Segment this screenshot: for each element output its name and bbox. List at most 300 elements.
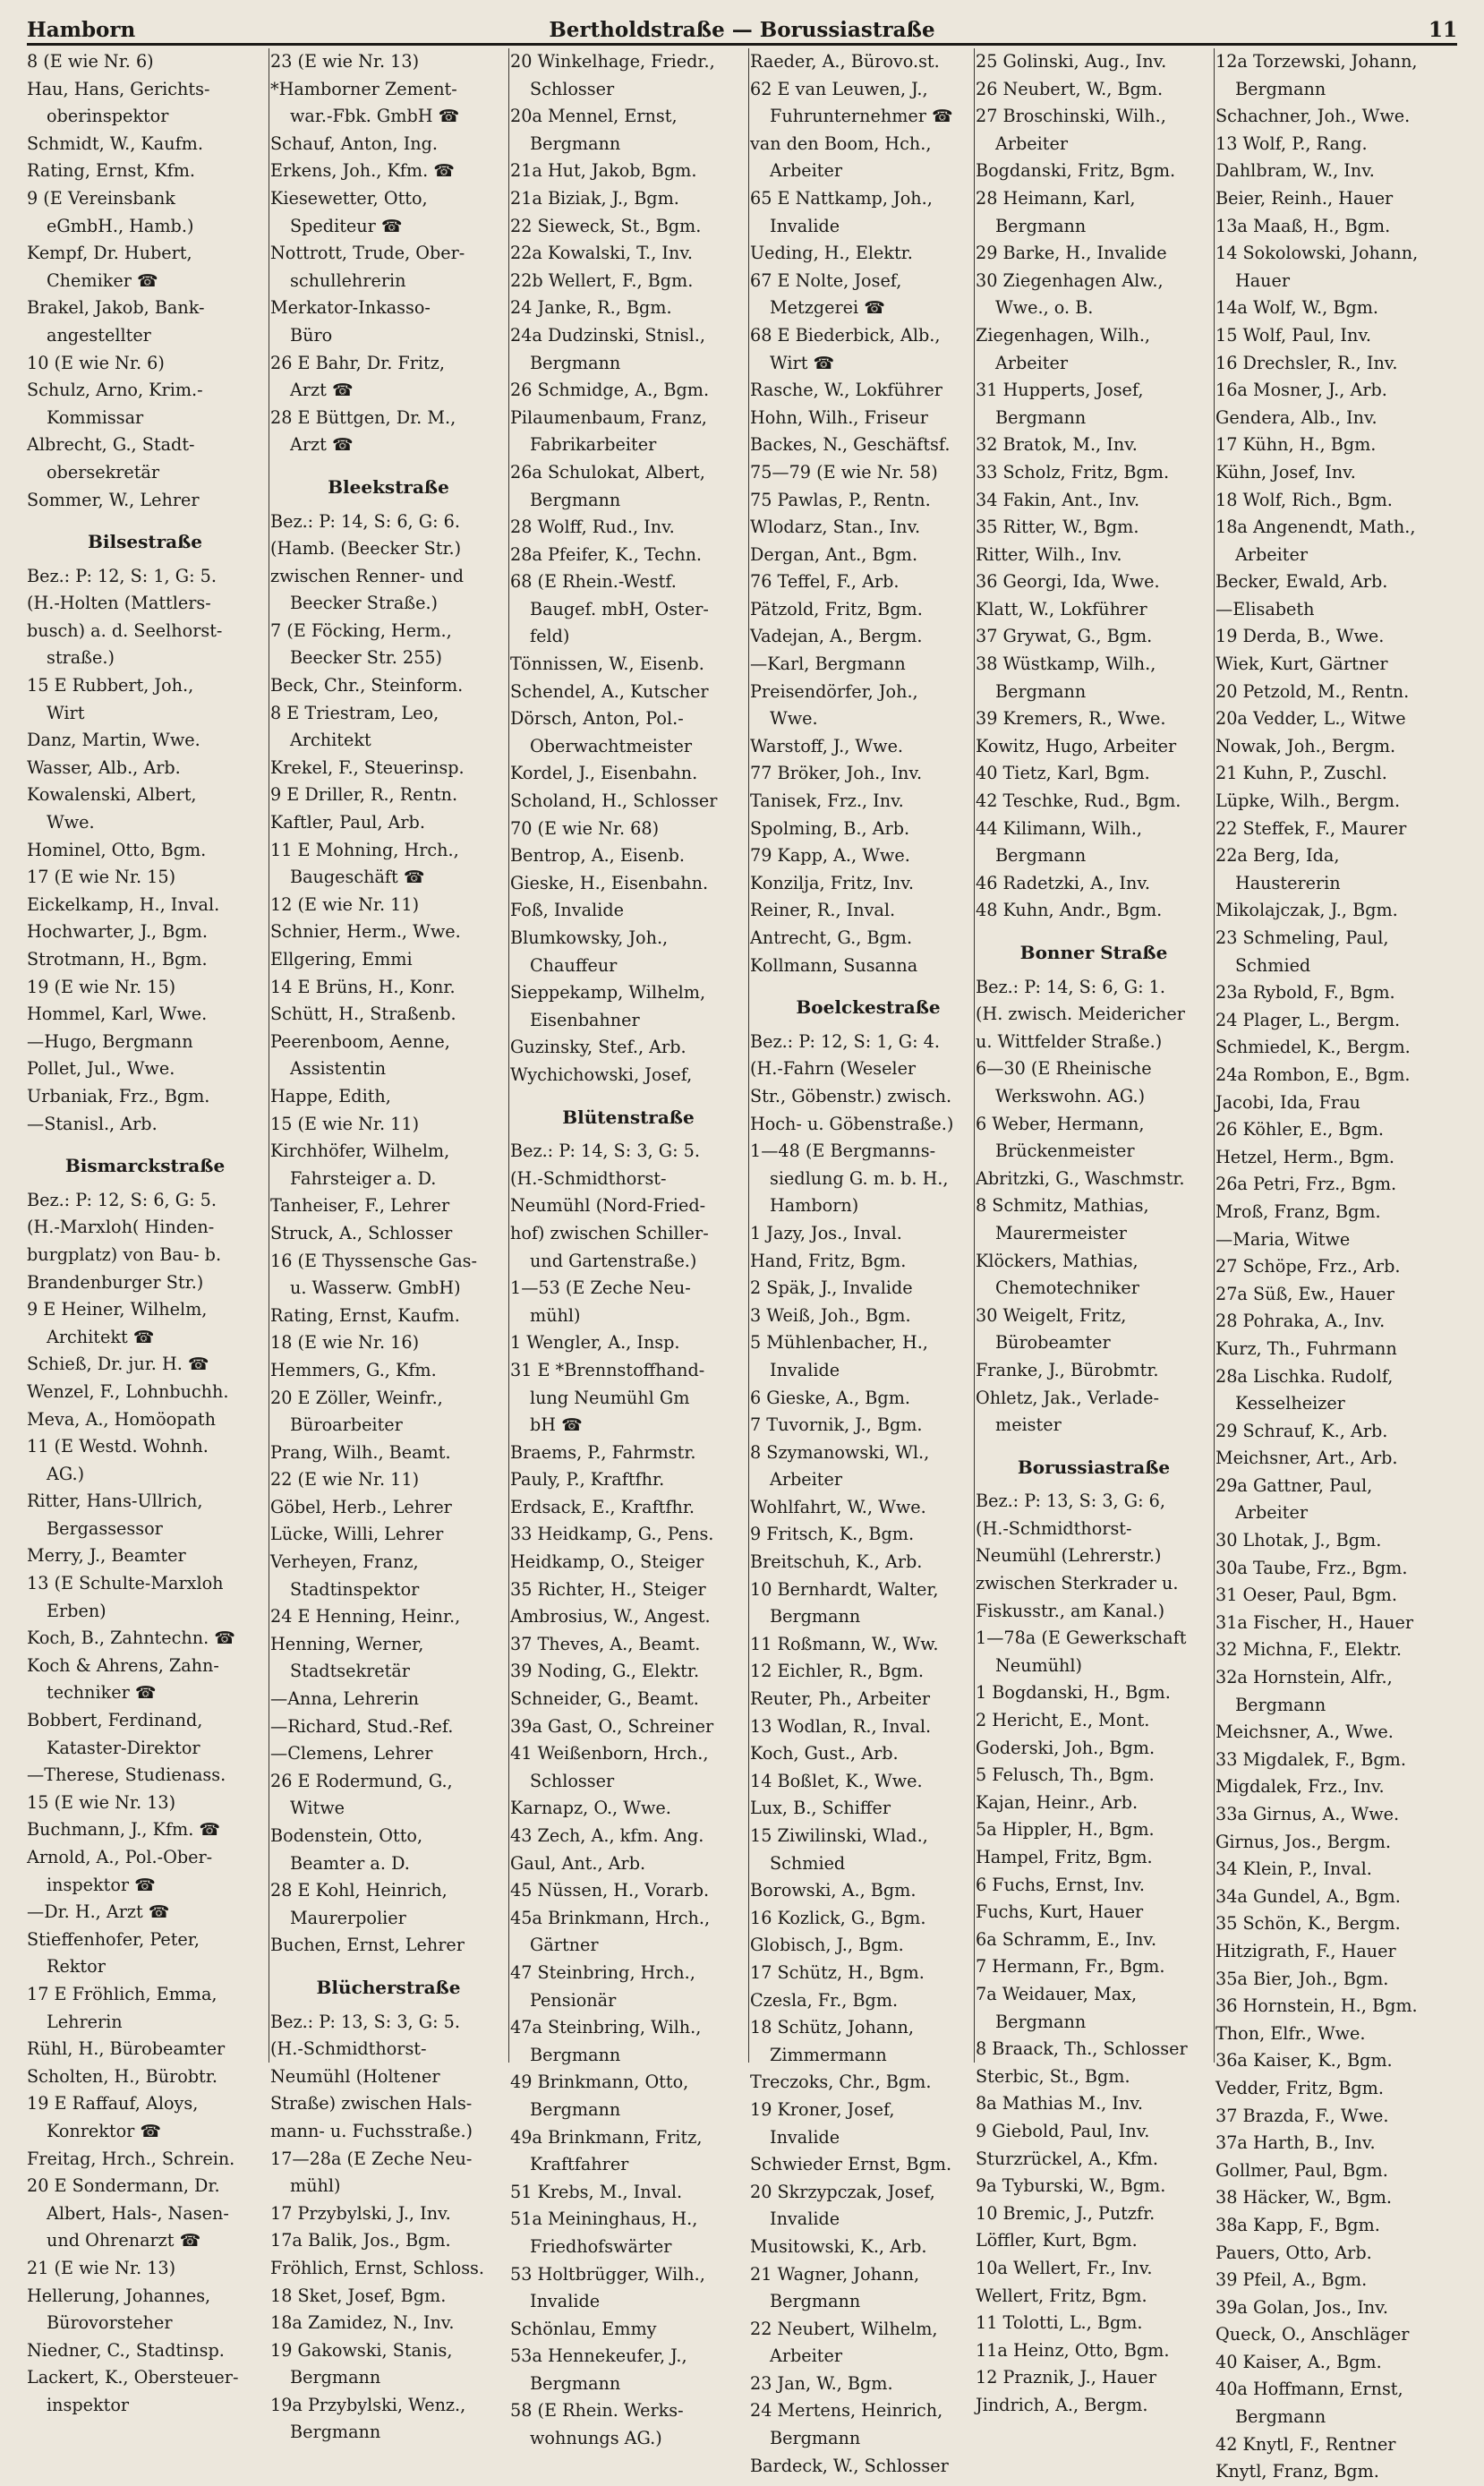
directory-line: Hampel, Fritz, Bgm. [976, 1847, 1153, 1867]
directory-line: Invalide [770, 2208, 840, 2230]
directory-line: Gaul, Ant., Arb. [510, 1852, 646, 1874]
directory-line: Kowalenski, Albert, [27, 784, 197, 806]
directory-line: Metzgerei ☎ [770, 297, 886, 319]
directory-line: Bergmann [995, 2011, 1087, 2032]
directory-line: (H. zwisch. Meidericher [976, 1004, 1185, 1025]
directory-line: Heidkamp, O., Steiger [510, 1551, 704, 1573]
directory-line: Kaftler, Paul, Arb. [270, 812, 425, 833]
directory-line: 24a Dudzinski, Stnisl., [510, 324, 705, 346]
directory-line: Architekt [290, 730, 371, 751]
directory-line: oberinspektor [47, 106, 169, 127]
directory-line: Karnapz, O., Wwe. [510, 1798, 671, 1819]
directory-line: —Karl, Bergmann [750, 654, 906, 675]
directory-line: 65 E Nattkamp, Joh., [750, 187, 933, 209]
directory-line: Rühl, H., Bürobeamter [27, 2038, 226, 2060]
directory-line: 14 Boßlet, K., Wwe. [750, 1770, 923, 1791]
directory-line: Architekt ☎ [47, 1326, 155, 1347]
directory-line: Spediteur ☎ [290, 215, 403, 236]
street-heading: Boelckestraße [796, 996, 941, 1019]
directory-line: (H.-Schmidthorst- [270, 2038, 427, 2060]
directory-line: 9 (E Vereinsbank [27, 187, 175, 209]
directory-line: Invalide [530, 2291, 601, 2312]
directory-line: Büro [290, 324, 333, 346]
directory-line: Lackert, K., Obersteuer- [27, 2367, 239, 2388]
directory-line: 7 Tuvornik, J., Bgm. [750, 1414, 923, 1436]
directory-line: 16a Mosner, J., Arb. [1215, 380, 1387, 401]
directory-line: Bergmann [770, 1606, 861, 1627]
directory-line: 10a Wellert, Fr., Inv. [976, 2257, 1153, 2278]
directory-line: Wiek, Kurt, Gärtner [1215, 654, 1388, 675]
directory-line: (H.-Marxloh( Hinden- [27, 1217, 215, 1238]
directory-line: 23a Rybold, F., Bgm. [1215, 982, 1395, 1004]
column-divider [974, 48, 975, 2063]
directory-line: mühl) [290, 2175, 341, 2197]
directory-line: 24 Janke, R., Bgm. [510, 297, 672, 319]
directory-line: zwischen Renner- und [270, 565, 465, 586]
directory-line: Wenzel, F., Lohnbuchh. [27, 1380, 229, 1402]
directory-line: burgplatz) von Bau- b. [27, 1243, 222, 1265]
directory-line: Prang, Wilh., Beamt. [270, 1441, 451, 1463]
directory-line: Hamborn) [770, 1195, 859, 1217]
directory-line: 22 (E wie Nr. 11) [270, 1469, 420, 1491]
header-district: Hamborn [27, 18, 136, 42]
directory-line: Schmied [1235, 954, 1311, 976]
directory-line: 21a Hut, Jakob, Bgm. [510, 160, 697, 182]
directory-line: Erkens, Joh., Kfm. ☎ [270, 160, 456, 182]
directory-line: Pätzold, Fritz, Bgm. [750, 598, 923, 619]
directory-line: mann- u. Fuchsstraße.) [270, 2120, 473, 2141]
directory-line: straße.) [47, 647, 115, 669]
directory-line: 20 Skrzypczak, Josef, [750, 2181, 935, 2202]
directory-line: Kordel, J., Eisenbahn. [510, 763, 698, 784]
directory-line: 18a Angenendt, Math., [1215, 517, 1416, 538]
directory-line: 37a Harth, B., Inv. [1215, 2132, 1376, 2154]
directory-line: 37 Theves, A., Beamt. [510, 1633, 701, 1654]
directory-line: u. Wasserw. GmbH) [290, 1277, 461, 1299]
directory-line: Happe, Edith, [270, 1085, 391, 1106]
directory-line: Straße) zwischen Hals- [270, 2093, 473, 2114]
directory-line: 47a Steinbring, Wilh., [510, 2017, 702, 2038]
directory-line: 28 Wolff, Rud., Inv. [510, 517, 675, 538]
directory-line: 9 Fritsch, K., Bgm. [750, 1524, 915, 1545]
directory-line: 5 Mühlenbacher, H., [750, 1332, 928, 1354]
directory-line: 6 Weber, Hermann, [976, 1113, 1145, 1134]
street-heading: Borussiastraße [1017, 1456, 1171, 1478]
directory-line: Bergmann [530, 2044, 621, 2065]
directory-line: Erben) [47, 1600, 107, 1621]
directory-line: Wohlfahrt, W., Wwe. [750, 1496, 926, 1517]
directory-line: Arbeiter [1235, 543, 1309, 565]
directory-line: 38a Kapp, F., Bgm. [1215, 2214, 1380, 2235]
directory-line: 1 Wengler, A., Insp. [510, 1332, 680, 1354]
directory-line: 6—30 (E Rheinische [976, 1058, 1152, 1080]
directory-line: Hemmers, G., Kfm. [270, 1359, 437, 1380]
directory-line: 26a Schulokat, Albert, [510, 461, 705, 483]
directory-line: 17 Przybylski, J., Inv. [270, 2202, 451, 2224]
directory-line: inspektor ☎ [47, 1874, 157, 1895]
directory-line: Struck, A., Schlosser [270, 1222, 453, 1243]
directory-line: 10 Bernhardt, Walter, [750, 1578, 939, 1600]
directory-line: 15 E Rubbert, Joh., [27, 675, 194, 696]
directory-line: 28 Pohraka, A., Inv. [1215, 1311, 1386, 1332]
directory-line: Becker, Ewald, Arb. [1215, 571, 1388, 593]
directory-line: Queck, O., Anschläger [1215, 2324, 1410, 2345]
directory-line: Konzilja, Fritz, Inv. [750, 872, 914, 893]
directory-line: Kowitz, Hugo, Arbeiter [976, 735, 1177, 756]
directory-line: 14a Wolf, W., Bgm. [1215, 297, 1379, 319]
directory-line: Preisendörfer, Joh., [750, 680, 918, 702]
directory-line: 12 (E wie Nr. 11) [270, 893, 420, 915]
directory-line: 77 Bröker, Joh., Inv. [750, 763, 923, 784]
directory-line: Bez.: P: 12, S: 1, G: 5. [27, 565, 217, 586]
column-5 [976, 48, 1212, 2415]
directory-line: Hau, Hans, Gerichts- [27, 78, 210, 99]
directory-line: (Hamb. (Beecker Str.) [270, 538, 462, 560]
directory-line: Backes, N., Geschäftsf. [750, 434, 951, 456]
directory-line: 35a Bier, Joh., Bgm. [1215, 1968, 1389, 1989]
directory-line: Fuhrunternehmer ☎ [770, 106, 953, 127]
directory-line: 22 Sieweck, St., Bgm. [510, 215, 702, 236]
directory-line: Kempf, Dr. Hubert, [27, 243, 192, 264]
directory-line: Bodenstein, Otto, [270, 1825, 423, 1846]
directory-line: Borowski, A., Bgm. [750, 1880, 917, 1901]
directory-line: Arbeiter [770, 1469, 843, 1491]
directory-line: Bez.: P: 12, S: 1, G: 4. [750, 1030, 940, 1052]
column-divider [1214, 48, 1215, 2063]
directory-line: 44 Kilimann, Wilh., [976, 817, 1143, 839]
directory-line: 21a Biziak, J., Bgm. [510, 187, 679, 209]
directory-line: Bogdanski, Fritz, Bgm. [976, 160, 1176, 182]
directory-line: Stadtsekretär [290, 1661, 410, 1682]
directory-line: 6 Gieske, A., Bgm. [750, 1387, 910, 1408]
directory-line: eGmbH., Hamb.) [47, 215, 194, 236]
directory-line: Brandenburger Str.) [27, 1271, 204, 1293]
directory-line: 58 (E Rhein. Werks- [510, 2400, 684, 2422]
directory-line: Arbeiter [770, 160, 843, 182]
directory-line: 20 Winkelhage, Friedr., [510, 51, 715, 72]
directory-line: 28 Heimann, Karl, [976, 187, 1136, 209]
directory-line: Invalide [770, 215, 840, 236]
directory-line: 8 Szymanowski, Wl., [750, 1441, 930, 1463]
directory-line: Schauf, Anton, Ing. [270, 132, 439, 154]
directory-line: 18 (E wie Nr. 16) [270, 1332, 420, 1354]
directory-line: siedlung G. m. b. H., [770, 1167, 949, 1189]
street-heading: Bismarckstraße [64, 1155, 226, 1177]
directory-line: Tönnissen, W., Eisenb. [510, 654, 704, 675]
directory-line: Freitag, Hrch., Schrein. [27, 2148, 235, 2169]
directory-line: Hellerung, Johannes, [27, 2285, 211, 2306]
directory-line: Dahlbram, W., Inv. [1215, 160, 1375, 182]
directory-line: Hauer [1235, 269, 1291, 291]
directory-line: Wirt [47, 702, 85, 723]
directory-line: Merkator-Inkasso- [270, 297, 431, 319]
directory-line: *Hamborner Zement- [270, 78, 457, 99]
directory-line: 9 E Heiner, Wilhelm, [27, 1299, 208, 1320]
directory-line: Pauers, Otto, Arb. [1215, 2242, 1372, 2263]
directory-line: Thon, Elfr., Wwe. [1215, 2022, 1366, 2044]
directory-line: —Hugo, Bergmann [27, 1030, 193, 1052]
directory-line: Baugeschäft ☎ [290, 867, 425, 888]
directory-line: Str., Göbenstr.) zwisch. [750, 1085, 952, 1106]
directory-line: 68 (E Rhein.-Westf. [510, 571, 677, 593]
directory-line: —Richard, Stud.-Ref. [270, 1715, 454, 1737]
directory-line: 28a Lischka. Rudolf, [1215, 1365, 1394, 1387]
directory-line: Knytl, Franz, Bgm. [1215, 2461, 1379, 2482]
street-heading: Bilsestraße [88, 531, 202, 553]
directory-line: 11 (E Westd. Wohnh. [27, 1436, 209, 1457]
directory-line: Bez.: P: 14, S: 6, G: 6. [270, 510, 460, 532]
directory-line: Niedner, C., Stadtinsp. [27, 2339, 225, 2361]
directory-line: Buchen, Ernst, Lehrer [270, 1935, 465, 1956]
directory-line: 1 Jazy, Jos., Inval. [750, 1222, 902, 1243]
directory-line: Nottrott, Trude, Ober- [270, 243, 465, 264]
directory-line: 38 Wüstkamp, Wilh., [976, 654, 1156, 675]
directory-line: Meva, A., Homöopath [27, 1408, 217, 1430]
directory-line: Breitschuh, K., Arb. [750, 1551, 923, 1573]
directory-line: 22 Neubert, Wilhelm, [750, 2318, 938, 2339]
directory-line: Arzt ☎ [290, 434, 354, 456]
directory-line: Bergmann [290, 2422, 381, 2443]
directory-line: 16 Drechsler, R., Inv. [1215, 352, 1398, 373]
directory-line: Kommissar [47, 406, 144, 428]
directory-line: Schendel, A., Kutscher [510, 680, 709, 702]
directory-line: techniker ☎ [47, 1682, 157, 1704]
directory-line: —Stanisl., Arb. [27, 1113, 158, 1134]
directory-line: Meichsner, A., Wwe. [1215, 1721, 1394, 1743]
directory-line: Raeder, A., Bürovo.st. [750, 51, 940, 72]
directory-line: Bergmann [770, 2291, 861, 2312]
directory-line: Bez.: P: 14, S: 3, G: 5. [510, 1140, 700, 1162]
directory-line: Ritter, Wilh., Inv. [976, 543, 1122, 565]
directory-line: 14 E Brüns, H., Konr. [270, 976, 456, 997]
directory-line: Bez.: P: 13, S: 3, G: 6, [976, 1491, 1165, 1512]
directory-line: Warstoff, J., Wwe. [750, 735, 904, 756]
directory-line: Girnus, Jos., Bergm. [1215, 1831, 1391, 1852]
directory-line: Beier, Reinh., Hauer [1215, 187, 1394, 209]
directory-line: Bardeck, W., Schlosser [750, 2455, 949, 2476]
directory-line: 22a Kowalski, T., Inv. [510, 243, 694, 264]
directory-line: 30 Weigelt, Fritz, [976, 1304, 1127, 1326]
directory-line: Treczoks, Chr., Bgm. [750, 2072, 932, 2093]
directory-line: Sommer, W., Lehrer [27, 489, 200, 510]
directory-line: 47 Steinbring, Hrch., [510, 1961, 695, 1983]
directory-line: Wasser, Alb., Arb. [27, 756, 181, 778]
directory-line: Albrecht, G., Stadt- [27, 434, 195, 456]
directory-line: 13 (E Schulte-Marxloh [27, 1573, 224, 1594]
directory-line: Franke, J., Bürobmtr. [976, 1359, 1159, 1380]
directory-line: Albert, Hals-, Nasen- [47, 2202, 229, 2224]
directory-line: 8 Schmitz, Mathias, [976, 1195, 1149, 1217]
directory-line: 70 (E wie Nr. 68) [510, 817, 660, 839]
directory-line: Neumühl) [995, 1654, 1083, 1676]
directory-line: 39a Gast, O., Schreiner [510, 1715, 714, 1737]
directory-line: 43 Zech, A., kfm. Ang. [510, 1825, 704, 1846]
directory-line: 36 Georgi, Ida, Wwe. [976, 571, 1160, 593]
directory-line: 9 E Driller, R., Rentn. [270, 784, 458, 806]
directory-line: 11a Heinz, Otto, Bgm. [976, 2339, 1170, 2361]
directory-line: 9a Tyburski, W., Bgm. [976, 2175, 1166, 2197]
directory-line: Beecker Straße.) [290, 593, 439, 614]
directory-line: Löffler, Kurt, Bgm. [976, 2230, 1138, 2251]
directory-line: Pilaumenbaum, Franz, [510, 406, 707, 428]
directory-line: —Dr. H., Arzt ☎ [27, 1901, 170, 1923]
directory-line: 39 Kremers, R., Wwe. [976, 708, 1166, 730]
directory-line: Schmiedel, K., Bergm. [1215, 1037, 1411, 1058]
directory-line: Ambrosius, W., Angest. [510, 1606, 711, 1627]
directory-line: 12a Torzewski, Johann, [1215, 51, 1418, 72]
directory-line: Kataster-Direktor [47, 1737, 200, 1758]
directory-line: Nowak, Joh., Bergm. [1215, 735, 1396, 756]
directory-line: Schlosser [530, 78, 615, 99]
directory-line: 18 Wolf, Rich., Bgm. [1215, 489, 1393, 510]
directory-line: Guzinsky, Stef., Arb. [510, 1037, 687, 1058]
directory-line: Maurerpolier [290, 1907, 406, 1928]
directory-line: 26 Köhler, E., Bgm. [1215, 1119, 1384, 1140]
directory-line: Ritter, Hans-Ullrich, [27, 1491, 203, 1512]
directory-line: bH ☎ [530, 1414, 584, 1436]
directory-line: 34 Klein, P., Inval. [1215, 1858, 1372, 1880]
directory-line: Arbeiter [770, 2345, 843, 2367]
directory-line: 10 Bremic, J., Putzfr. [976, 2202, 1156, 2224]
directory-line: Arbeiter [995, 132, 1069, 154]
directory-line: 17 E Fröhlich, Emma, [27, 1983, 217, 2004]
directory-line: Büroarbeiter [290, 1414, 403, 1436]
directory-line: 17—28a (E Zeche Neu- [270, 2148, 473, 2169]
directory-line: 31 Hupperts, Josef, [976, 380, 1144, 401]
directory-line: 15 Wolf, Paul, Inv. [1215, 324, 1372, 346]
directory-line: Reiner, R., Inval. [750, 900, 896, 921]
directory-line: 12 Eichler, R., Bgm. [750, 1661, 924, 1682]
directory-line: 37 Grywat, G., Bgm. [976, 626, 1153, 647]
directory-line: Bergmann [530, 489, 621, 510]
directory-line: 46 Radetzki, A., Inv. [976, 872, 1151, 893]
directory-line: 8a Mathias M., Inv. [976, 2093, 1143, 2114]
directory-line: Mroß, Franz, Bgm. [1215, 1200, 1381, 1222]
directory-line: Hoch- u. Göbenstraße.) [750, 1113, 954, 1134]
directory-line: 15 (E wie Nr. 13) [27, 1791, 176, 1813]
directory-line: 19 Derda, B., Wwe. [1215, 626, 1385, 647]
directory-line: Buchmann, J., Kfm. ☎ [27, 1819, 221, 1841]
directory-line: 18a Zamidez, N., Inv. [270, 2312, 455, 2334]
directory-line: 6 Fuchs, Ernst, Inv. [976, 1874, 1146, 1895]
directory-line: 24 E Henning, Heinr., [270, 1606, 461, 1627]
directory-line: 26 E Rodermund, G., [270, 1770, 453, 1791]
directory-line: 35 Richter, H., Steiger [510, 1578, 706, 1600]
directory-line: 75—79 (E wie Nr. 58) [750, 461, 938, 483]
directory-line: Neumühl (Nord-Fried- [510, 1195, 706, 1217]
directory-line: Merry, J., Beamter [27, 1545, 186, 1567]
directory-line: Hommel, Karl, Wwe. [27, 1004, 208, 1025]
directory-line: Peerenboom, Aenne, [270, 1030, 450, 1052]
directory-line: Wlodarz, Stan., Inv. [750, 517, 921, 538]
directory-line: 1—48 (E Bergmanns- [750, 1140, 936, 1162]
directory-line: 49a Brinkmann, Fritz, [510, 2126, 703, 2148]
directory-line: 30a Taube, Frz., Bgm. [1215, 1557, 1408, 1578]
directory-line: 7 Hermann, Fr., Bgm. [976, 1956, 1165, 1978]
directory-line: 26 E Bahr, Dr. Fritz, [270, 352, 445, 373]
directory-line: 19 Kroner, Josef, [750, 2098, 895, 2120]
directory-line: Bergmann [530, 132, 621, 154]
directory-line: 28 E Büttgen, Dr. M., [270, 406, 456, 428]
column-6 [1215, 48, 1452, 2482]
directory-line: Bergmann [290, 2367, 381, 2388]
directory-line: 11 Roßmann, W., Ww. [750, 1633, 939, 1654]
directory-line: (H.-Schmidthorst- [976, 1517, 1132, 1539]
directory-line: —Elisabeth [1215, 598, 1315, 619]
directory-line: Fahrsteiger a. D. [290, 1167, 437, 1189]
directory-line: Goderski, Joh., Bgm. [976, 1737, 1156, 1758]
directory-line: 40 Tietz, Karl, Bgm. [976, 763, 1150, 784]
directory-line: Schnier, Herm., Wwe. [270, 921, 461, 943]
directory-line: 34a Gundel, A., Bgm. [1215, 1885, 1401, 1907]
directory-line: Bergmann [530, 2098, 621, 2120]
directory-line: Klöckers, Mathias, [976, 1250, 1139, 1271]
directory-line: Kurz, Th., Fuhrmann [1215, 1337, 1397, 1359]
directory-line: 49 Brinkmann, Otto, [510, 2072, 689, 2093]
page-header [27, 13, 1457, 45]
directory-line: Bentrop, A., Eisenb. [510, 845, 685, 867]
directory-line: (H.-Fahrn (Weseler [750, 1058, 917, 1080]
directory-line: 2 Hericht, E., Mont. [976, 1710, 1150, 1731]
directory-line: Schmidt, W., Kaufm. [27, 132, 203, 154]
directory-line: 11 E Mohning, Hrch., [270, 839, 459, 860]
directory-line: Schneider, G., Beamt. [510, 1688, 699, 1710]
directory-line: Gieske, H., Eisenbahn. [510, 872, 709, 893]
directory-line: 53a Hennekeufer, J., [510, 2345, 687, 2367]
directory-line: Lüpke, Wilh., Bergm. [1215, 790, 1401, 812]
directory-line: Koch, Gust., Arb. [750, 1743, 899, 1764]
directory-line: Kollmann, Susanna [750, 954, 918, 976]
directory-line: zwischen Sterkrader u. [976, 1573, 1179, 1594]
directory-line: Stadtinspektor [290, 1578, 420, 1600]
directory-line: Bobbert, Ferdinand, [27, 1710, 203, 1731]
directory-line: Schieß, Dr. jur. H. ☎ [27, 1354, 209, 1375]
directory-line: Bürovorsteher [47, 2312, 173, 2334]
street-heading: Bleekstraße [328, 475, 449, 498]
directory-line: 13a Maaß, H., Bgm. [1215, 215, 1391, 236]
directory-line: Lücke, Willi, Lehrer [270, 1524, 444, 1545]
directory-line: 5 Felusch, Th., Bgm. [976, 1764, 1155, 1786]
directory-line: 28 E Kohl, Heinrich, [270, 1880, 448, 1901]
header-page-number: 11 [1428, 18, 1457, 42]
directory-line: Beck, Chr., Steinform. [270, 675, 464, 696]
directory-line: 28a Pfeifer, K., Techn. [510, 543, 703, 565]
directory-line: 30 Lhotak, J., Bgm. [1215, 1530, 1382, 1551]
directory-line: Mikolajczak, J., Bgm. [1215, 900, 1398, 921]
directory-line: Krekel, F., Steuerinsp. [270, 756, 465, 778]
directory-line: und Gartenstraße.) [530, 1250, 697, 1271]
directory-line: Kajan, Heinr., Arb. [976, 1791, 1139, 1813]
directory-line: 23 Jan, W., Bgm. [750, 2372, 893, 2394]
directory-line: Gollmer, Paul, Bgm. [1215, 2159, 1388, 2181]
directory-line: Pollet, Jul., Wwe. [27, 1058, 175, 1080]
directory-line: AG.) [47, 1463, 85, 1484]
directory-line: Blumkowsky, Joh., [510, 927, 669, 948]
directory-line: u. Wittfelder Straße.) [976, 1030, 1163, 1052]
directory-line: 21 (E wie Nr. 13) [27, 2257, 176, 2278]
street-heading: Bonner Straße [1019, 942, 1168, 963]
directory-line: 36 Hornstein, H., Bgm. [1215, 1995, 1418, 2017]
directory-line: Tanheiser, F., Lehrer [270, 1195, 450, 1217]
directory-line: Bergmann [1235, 78, 1326, 99]
directory-line: Wychichowski, Josef, [510, 1064, 693, 1085]
directory-line: 1—53 (E Zeche Neu- [510, 1277, 691, 1299]
directory-line: 12 Praznik, J., Hauer [976, 2367, 1157, 2388]
directory-line: und Ohrenarzt ☎ [47, 2230, 201, 2251]
directory-line: Urbaniak, Frz., Bgm. [27, 1085, 210, 1106]
directory-line: 31 Oeser, Paul, Bgm. [1215, 1585, 1397, 1606]
directory-line: Abritzki, G., Waschmstr. [976, 1167, 1185, 1189]
